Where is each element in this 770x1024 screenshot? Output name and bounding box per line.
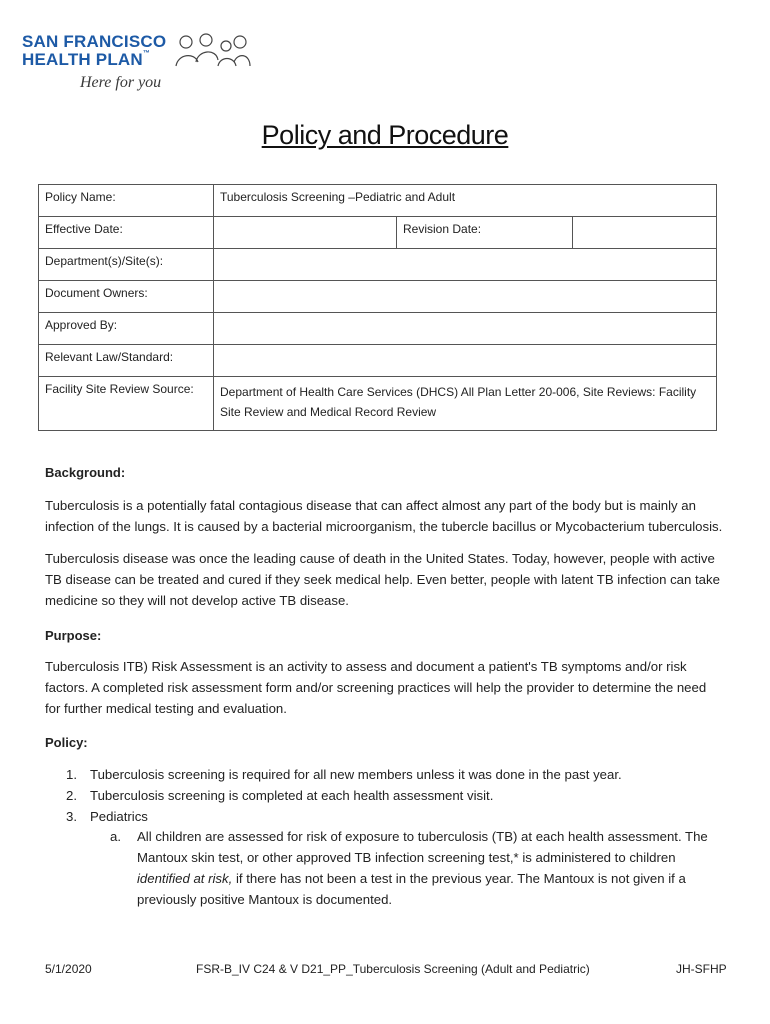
- purpose-paragraph: Tuberculosis ITB) Risk Assessment is an activity to assess and document a patient's TB symptoms and/or risk factors. A completed risk assessment form and/or screening practices will help the provider to determine the need for further medical testing and evaluation.: [45, 659, 707, 716]
- footer-document-id: FSR-B_IV C24 & V D21_PP_Tuberculosis Screening (Adult and Pediatric): [196, 962, 590, 976]
- review-source-value: Department of Health Care Services (DHCS) All Plan Letter 20-006, Site Reviews: Facility Site Review and Medical Record Review: [214, 377, 717, 431]
- law-standard-label: Relevant Law/Standard:: [39, 345, 214, 377]
- owners-label: Document Owners:: [39, 281, 214, 313]
- footer-date: 5/1/2020: [45, 962, 92, 976]
- effective-date-value: [214, 217, 397, 249]
- sfhp-logo: [22, 30, 252, 96]
- table-row: [39, 377, 717, 431]
- policy-metadata-table: [38, 184, 717, 431]
- departments-value: [214, 249, 717, 281]
- policy-heading: Policy:: [45, 735, 88, 750]
- list-item: 1. Tuberculosis screening is required for all new members unless it was done in the past year.: [66, 767, 622, 782]
- departments-label: Department(s)/Site(s):: [39, 249, 214, 281]
- logo-line-2: HEALTH PLAN™: [22, 50, 151, 69]
- background-paragraph-1: Tuberculosis is a potentially fatal contagious disease that can affect almost any part of the body but is mainly an infection of the lungs. It is caused by a bacterial microorganism, the tubercle bacillus or Mycobacterium tuberculosis.: [45, 498, 723, 534]
- sub-list-item: a. All children are assessed for risk of exposure to tuberculosis (TB) at each health assessment. The Mantoux skin test, or other approved TB infection screening test,* is administered to children identified at risk, if there has not been a test in the previous year. The Mantoux is not given if a previously positive Mantoux is documented.: [110, 829, 708, 907]
- page-title: Policy and Procedure: [261, 120, 509, 150]
- owners-value: [214, 281, 717, 313]
- table-row: [39, 249, 717, 281]
- approved-by-label: Approved By:: [39, 313, 214, 345]
- table-row: [39, 185, 717, 217]
- purpose-heading: Purpose:: [45, 628, 102, 643]
- review-source-label: Facility Site Review Source:: [39, 377, 214, 431]
- revision-date-value: [573, 217, 717, 249]
- table-row: [39, 217, 717, 249]
- logo-tagline: Here for you: [80, 74, 162, 91]
- policy-name-label: Policy Name:: [39, 185, 214, 217]
- logo-line-1: SAN FRANCISCO: [22, 32, 167, 51]
- background-heading: Background:: [45, 465, 126, 480]
- revision-date-label: Revision Date:: [397, 217, 573, 249]
- law-standard-value: [214, 345, 717, 377]
- list-item: 2. Tuberculosis screening is completed at each health assessment visit.: [66, 788, 494, 803]
- footer-code: JH-SFHP: [676, 962, 727, 976]
- table-row: [39, 313, 717, 345]
- table-row: [39, 345, 717, 377]
- background-paragraph-2: Tuberculosis disease was once the leading cause of death in the United States. Today, however, people with active TB disease can be treated and cured if they seek medical help. Even better, people with latent TB infection can take medicine so they will not develop active TB disease.: [45, 551, 720, 608]
- family-logo-icon: [172, 32, 252, 72]
- list-item: 3. Pediatrics: [66, 809, 148, 824]
- table-row: [39, 281, 717, 313]
- policy-name-value: Tuberculosis Screening –Pediatric and Adult: [214, 185, 717, 217]
- approved-by-value: [214, 313, 717, 345]
- effective-date-label: Effective Date:: [39, 217, 214, 249]
